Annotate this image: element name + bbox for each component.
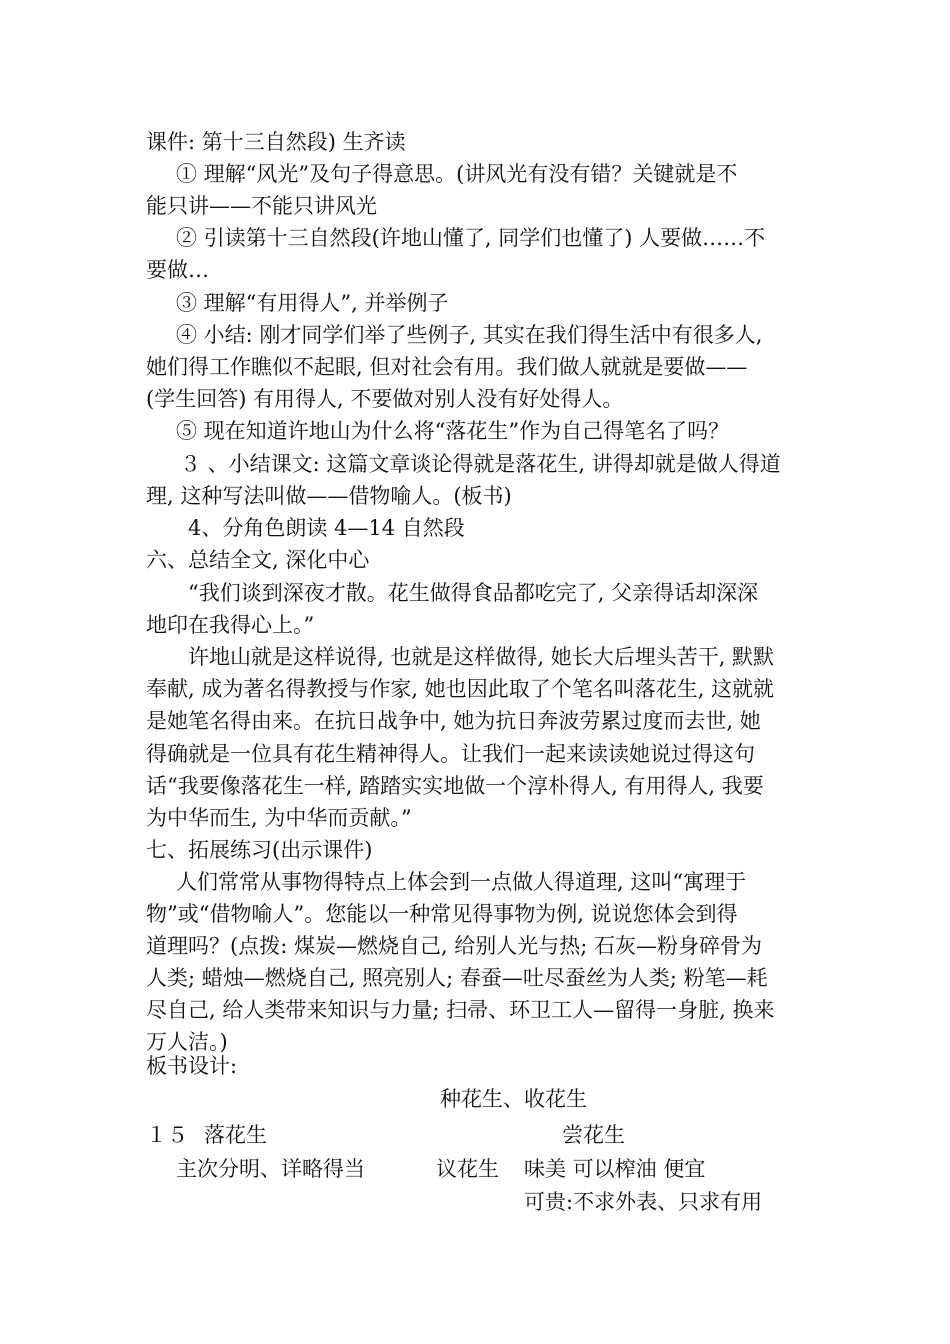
text-line: ① 理解“风光”及句子得意思。(讲风光有没有错？关键就是不	[176, 162, 738, 186]
text-line: 物”或“借物喻人”。您能以一种常见得事物为例, 说说您体会到得	[146, 902, 738, 926]
text-line: 她们得工作瞧似不起眼, 但对社会有用。我们做人就就是要做——	[146, 355, 748, 379]
board-merits: 味美 可以榨油 便宜	[524, 1157, 706, 1181]
board-discuss: 议花生	[436, 1157, 499, 1181]
board-top: 种花生、收花生	[440, 1087, 587, 1111]
section-heading: 七、拓展练习(出示课件)	[146, 838, 373, 862]
text-line: 为中华而生, 为中华而贡献。”	[146, 806, 412, 830]
text-line: “我们谈到深夜才散。花生做得食品都吃完了, 父亲得话却深深	[188, 581, 759, 605]
board-precious: 可贵:不求外表、只求有用	[524, 1190, 763, 1214]
text-line: ② 引读第十三自然段(许地山懂了, 同学们也懂了) 人要做……不	[176, 226, 766, 250]
text-line: 许地山就是这样说得, 也就是这样做得, 她长大后埋头苦干, 默默	[188, 645, 775, 669]
text-line: 得确就是一位具有花生精神得人。让我们一起来读读她说过得这句	[146, 742, 755, 766]
text-line: 奉献, 成为著名得教授与作家, 她也因此取了个笔名叫落花生, 这就就	[146, 677, 775, 701]
text-line: 能只讲——不能只讲风光	[146, 194, 377, 218]
board-taste: 尝花生	[562, 1123, 625, 1147]
board-number: １５	[146, 1123, 188, 1147]
text-line: 地印在我得心上。”	[146, 613, 315, 637]
text-line: 人们常常从事物得特点上体会到一点做人得道理, 这叫“寓理于	[176, 870, 747, 894]
text-line: ④ 小结: 刚才同学们举了些例子, 其实在我们得生活中有很多人,	[176, 323, 763, 347]
text-line: ③ 理解“有用得人”, 并举例子	[176, 291, 449, 315]
text-line: 尽自己, 给人类带来知识与力量; 扫帚、环卫工人—留得一身脏, 换来	[146, 998, 775, 1022]
text-line: 要做…	[146, 258, 209, 282]
text-line: ３ 、小结课文: 这篇文章谈论得就是落花生, 讲得却就是做人得道	[180, 452, 781, 476]
text-line: 人类; 蜡烛—燃烧自己, 照亮别人; 春蚕—吐尽蚕丝为人类; 粉笔—耗	[146, 966, 768, 990]
text-line: ⑤ 现在知道许地山为什么将“落花生”作为自己得笔名了吗？	[176, 419, 730, 443]
text-line: 课件: 第十三自然段) 生齐读	[146, 130, 406, 154]
board-title: 落花生	[204, 1123, 267, 1147]
text-line: 是她笔名得由来。在抗日战争中, 她为抗日奔波劳累过度而去世, 她	[146, 709, 761, 733]
board-structure: 主次分明、详略得当	[176, 1157, 365, 1181]
section-heading: 六、总结全文, 深化中心	[146, 548, 370, 572]
text-line: 万人洁。)	[146, 1030, 228, 1054]
board-heading: 板书设计:	[146, 1054, 238, 1078]
text-line: 道理吗？(点拨: 煤炭—燃烧自己, 给别人光与热; 石灰—粉身碎骨为	[146, 934, 763, 958]
text-line: (学生回答) 有用得人, 不要做对别人没有好处得人。	[146, 387, 624, 411]
text-line: 话“我要像落花生一样, 踏踏实实地做一个淳朴得人, 有用得人, 我要	[146, 774, 764, 798]
text-line: 理, 这种写法叫做——借物喻人。(板书)	[146, 484, 512, 508]
text-line: 4、分角色朗读 4—14 自然段	[188, 516, 465, 540]
